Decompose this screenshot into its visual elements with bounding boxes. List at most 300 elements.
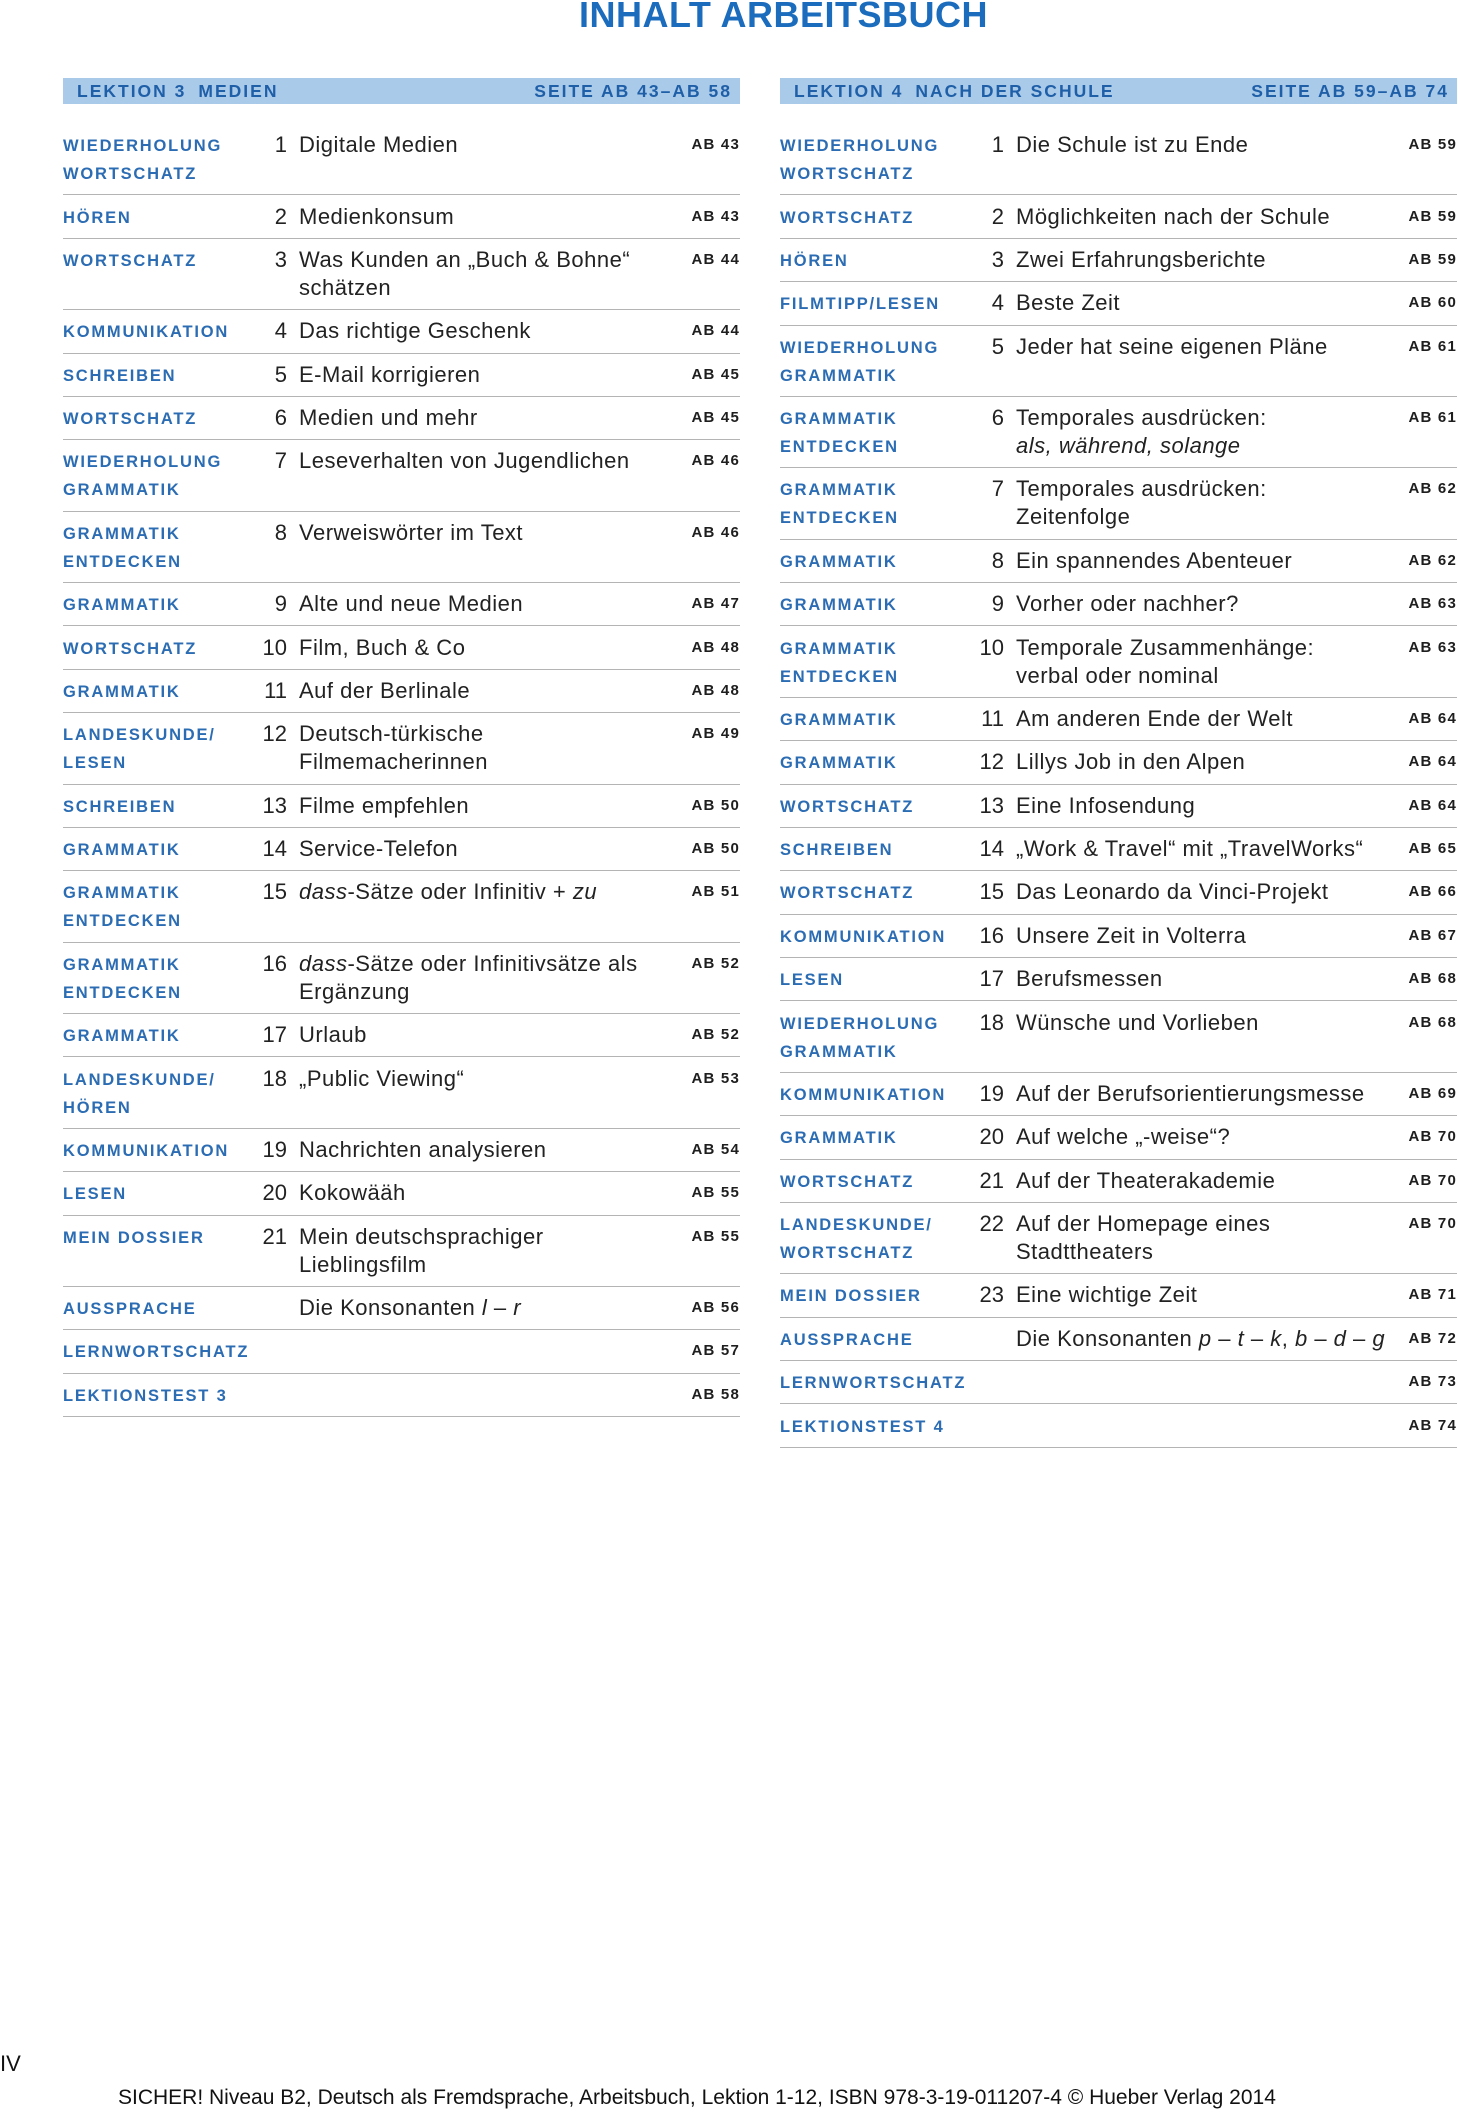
category-label bbox=[780, 333, 954, 389]
page-reference: AB 68 bbox=[1408, 970, 1457, 988]
toc-row bbox=[63, 713, 740, 784]
toc-row bbox=[780, 626, 1457, 697]
imprint-footer: SICHER! Niveau B2, Deutsch als Fremdsprache, Arbeitsbuch, Lektion 1-12, ISBN 978-3-19-011207-4 © Hueber Verlag 2014 bbox=[118, 2086, 1276, 2109]
exercise-title bbox=[1016, 1123, 1397, 1151]
category-line: HÖREN bbox=[780, 251, 849, 270]
category-label bbox=[63, 317, 237, 345]
exercise-title bbox=[299, 1337, 680, 1365]
category-line: GRAMMATIK bbox=[780, 639, 898, 658]
lesson-label: LEKTION 4 bbox=[794, 80, 904, 101]
exercise-number: 12 bbox=[262, 721, 287, 747]
exercise-title bbox=[1016, 131, 1397, 187]
title-line: Service-Telefon bbox=[299, 836, 459, 862]
toc-row bbox=[780, 239, 1457, 282]
exercise-title bbox=[299, 1223, 680, 1279]
title-line: Stadttheaters bbox=[1016, 1239, 1154, 1265]
exercise-title bbox=[299, 246, 680, 302]
exercise-title bbox=[299, 1065, 680, 1121]
category-line: WORTSCHATZ bbox=[63, 410, 198, 429]
page-reference: AB 56 bbox=[691, 1299, 740, 1317]
page-reference: AB 50 bbox=[691, 796, 740, 814]
title-text: – bbox=[1307, 1325, 1334, 1351]
title-italic-text: dass bbox=[299, 879, 348, 905]
category-label bbox=[63, 404, 237, 432]
title-text: -Sätze oder Infinitivsätze als bbox=[347, 950, 638, 976]
page-reference: AB 59 bbox=[1408, 250, 1457, 268]
toc-row bbox=[63, 1129, 740, 1172]
category-label bbox=[780, 475, 954, 531]
exercise-title bbox=[299, 792, 680, 820]
exercise-title bbox=[299, 878, 680, 934]
exercise-number: 8 bbox=[274, 519, 287, 545]
page-reference: AB 71 bbox=[1408, 1286, 1457, 1304]
category-line: SCHREIBEN bbox=[63, 797, 177, 816]
category-line: HÖREN bbox=[63, 1098, 132, 1117]
category-label bbox=[63, 1021, 237, 1049]
title-line: Wünsche und Vorlieben bbox=[1016, 1009, 1259, 1035]
category-line: WIEDERHOLUNG bbox=[780, 137, 940, 156]
title-line: Eine wichtige Zeit bbox=[1016, 1282, 1198, 1308]
page-reference: AB 59 bbox=[1408, 207, 1457, 225]
exercise-title bbox=[1016, 1368, 1397, 1396]
toc-row bbox=[780, 828, 1457, 871]
page-reference: AB 46 bbox=[691, 523, 740, 541]
page-reference: AB 53 bbox=[691, 1069, 740, 1087]
exercise-title bbox=[1016, 634, 1397, 690]
category-line: AUSSPRACHE bbox=[63, 1300, 197, 1319]
toc-row bbox=[780, 698, 1457, 741]
exercise-number: 4 bbox=[274, 318, 287, 344]
title-line: Deutsch-türkische bbox=[299, 721, 484, 747]
title-line: Digitale Medien bbox=[299, 132, 459, 158]
category-line: LANDESKUNDE/ bbox=[63, 726, 216, 745]
page-reference: AB 63 bbox=[1408, 595, 1457, 613]
exercise-title bbox=[1016, 203, 1397, 231]
category-line: WIEDERHOLUNG bbox=[63, 137, 223, 156]
category-line: WORTSCHATZ bbox=[780, 884, 915, 903]
exercise-number: 1 bbox=[274, 132, 287, 158]
toc-row bbox=[780, 326, 1457, 397]
toc-row bbox=[780, 1001, 1457, 1072]
toc-row bbox=[780, 1073, 1457, 1116]
category-label bbox=[780, 1167, 954, 1195]
title-line: Auf welche „-weise“? bbox=[1016, 1124, 1231, 1150]
category-line: WORTSCHATZ bbox=[780, 1244, 915, 1263]
category-label bbox=[780, 547, 954, 575]
exercise-title bbox=[1016, 475, 1397, 531]
exercise-number: 6 bbox=[991, 405, 1004, 431]
page-title: INHALT ARBEITSBUCH bbox=[579, 0, 988, 35]
exercise-title bbox=[299, 677, 680, 705]
exercise-title bbox=[1016, 792, 1397, 820]
toc-row bbox=[780, 1361, 1457, 1404]
category-line: ENTDECKEN bbox=[780, 667, 899, 686]
title-line: Medienkonsum bbox=[299, 203, 455, 229]
title-line: Auf der Theaterakademie bbox=[1016, 1167, 1276, 1193]
exercise-title bbox=[299, 131, 680, 187]
lesson-header-bar bbox=[780, 78, 1457, 104]
category-label bbox=[780, 1325, 954, 1353]
toc-row bbox=[63, 1374, 740, 1417]
category-line: SCHREIBEN bbox=[63, 366, 177, 385]
exercise-number: 15 bbox=[262, 879, 287, 905]
toc-row bbox=[63, 626, 740, 669]
exercise-title bbox=[1016, 965, 1397, 993]
toc-row bbox=[63, 310, 740, 353]
category-line: HÖREN bbox=[63, 208, 132, 227]
category-label bbox=[780, 1009, 954, 1065]
title-line: Temporales ausdrücken: bbox=[1016, 405, 1267, 431]
lesson-contents-list bbox=[780, 124, 1457, 1448]
exercise-title bbox=[1016, 1009, 1397, 1065]
title-line: E-Mail korrigieren bbox=[299, 361, 481, 387]
exercise-number: 18 bbox=[262, 1065, 287, 1091]
category-line: LEKTIONSTEST 3 bbox=[63, 1386, 228, 1405]
title-line: Alte und neue Medien bbox=[299, 591, 524, 617]
category-line: LEKTIONSTEST 4 bbox=[780, 1417, 945, 1436]
toc-row bbox=[63, 1057, 740, 1128]
exercise-number bbox=[237, 1381, 287, 1409]
lesson-4-column bbox=[780, 78, 1457, 1448]
toc-row bbox=[780, 397, 1457, 468]
exercise-title bbox=[299, 590, 680, 618]
title-line: Ergänzung bbox=[299, 978, 410, 1004]
category-label bbox=[63, 950, 237, 1006]
exercise-number: 21 bbox=[979, 1167, 1004, 1193]
category-line: WORTSCHATZ bbox=[63, 165, 198, 184]
exercise-title bbox=[299, 950, 680, 1006]
toc-row bbox=[63, 1330, 740, 1373]
title-text: – bbox=[1244, 1325, 1271, 1351]
toc-row bbox=[780, 468, 1457, 539]
exercise-number: 19 bbox=[979, 1080, 1004, 1106]
category-line: GRAMMATIK bbox=[63, 596, 181, 615]
lesson-topic: NACH DER SCHULE bbox=[915, 80, 1115, 101]
title-line: Am anderen Ende der Welt bbox=[1016, 705, 1293, 731]
title-line: Ein spannendes Abenteuer bbox=[1016, 547, 1293, 573]
category-line: WORTSCHATZ bbox=[780, 165, 915, 184]
category-label bbox=[780, 1281, 954, 1309]
page-reference: AB 50 bbox=[691, 840, 740, 858]
category-label bbox=[63, 634, 237, 662]
page-reference: AB 72 bbox=[1408, 1329, 1457, 1347]
category-label bbox=[63, 677, 237, 705]
category-line: GRAMMATIK bbox=[780, 596, 898, 615]
page-reference: AB 70 bbox=[1408, 1128, 1457, 1146]
category-line: LESEN bbox=[780, 971, 845, 990]
category-line: LESEN bbox=[63, 1185, 128, 1204]
page-reference: AB 64 bbox=[1408, 753, 1457, 771]
category-label bbox=[780, 1080, 954, 1108]
category-line: GRAMMATIK bbox=[63, 955, 181, 974]
title-line: Mein deutschsprachiger bbox=[299, 1223, 544, 1249]
exercise-title bbox=[1016, 333, 1397, 389]
title-italic-text: l bbox=[481, 1295, 488, 1321]
title-text: – bbox=[1346, 1325, 1373, 1351]
page-reference: AB 73 bbox=[1408, 1373, 1457, 1391]
category-label bbox=[780, 590, 954, 618]
toc-row bbox=[780, 958, 1457, 1001]
title-line: Verweiswörter im Text bbox=[299, 519, 524, 545]
exercise-number: 10 bbox=[262, 634, 287, 660]
category-label bbox=[780, 835, 954, 863]
category-label bbox=[63, 519, 237, 575]
exercise-title bbox=[299, 404, 680, 432]
exercise-title bbox=[1016, 1080, 1397, 1108]
category-label bbox=[780, 792, 954, 820]
exercise-title bbox=[1016, 547, 1397, 575]
category-line: GRAMMATIK bbox=[780, 1129, 898, 1148]
lesson-3-column bbox=[63, 78, 740, 1417]
category-line: MEIN DOSSIER bbox=[780, 1287, 922, 1306]
exercise-number bbox=[954, 1412, 1004, 1440]
toc-row bbox=[63, 670, 740, 713]
category-label bbox=[63, 447, 237, 503]
category-line: GRAMMATIK bbox=[780, 366, 898, 385]
category-line: KOMMUNIKATION bbox=[780, 1085, 947, 1104]
title-text: , bbox=[1281, 1325, 1295, 1351]
page-reference: AB 68 bbox=[1408, 1013, 1457, 1031]
page-reference: AB 49 bbox=[691, 725, 740, 743]
category-label bbox=[780, 246, 954, 274]
toc-row bbox=[63, 512, 740, 583]
exercise-title bbox=[299, 203, 680, 231]
category-line: LANDESKUNDE/ bbox=[63, 1070, 216, 1089]
exercise-title bbox=[1016, 590, 1397, 618]
toc-row bbox=[63, 239, 740, 310]
title-line: Film, Buch & Co bbox=[299, 634, 466, 660]
page-reference: AB 44 bbox=[691, 322, 740, 340]
exercise-number: 8 bbox=[991, 547, 1004, 573]
title-italic-text: als, während, solange bbox=[1016, 433, 1241, 459]
category-label bbox=[63, 1065, 237, 1121]
category-line: GRAMMATIK bbox=[780, 710, 898, 729]
title-line: Eine Infosendung bbox=[1016, 792, 1196, 818]
exercise-title bbox=[1016, 705, 1397, 733]
page-reference: AB 48 bbox=[691, 681, 740, 699]
exercise-number bbox=[954, 1325, 1004, 1353]
exercise-number: 2 bbox=[991, 203, 1004, 229]
page-reference: AB 62 bbox=[1408, 551, 1457, 569]
page-reference: AB 55 bbox=[691, 1184, 740, 1202]
title-line: Temporale Zusammenhänge: bbox=[1016, 634, 1315, 660]
page-reference: AB 67 bbox=[1408, 926, 1457, 944]
title-italic-text: b bbox=[1294, 1325, 1308, 1351]
category-line: WIEDERHOLUNG bbox=[780, 1014, 940, 1033]
title-line: Zeitenfolge bbox=[1016, 504, 1131, 530]
exercise-title bbox=[299, 835, 680, 863]
title-line bbox=[299, 878, 680, 906]
exercise-number: 14 bbox=[979, 836, 1004, 862]
page-reference: AB 70 bbox=[1408, 1171, 1457, 1189]
exercise-title bbox=[1016, 878, 1397, 906]
category-label bbox=[63, 590, 237, 618]
exercise-number: 11 bbox=[264, 677, 287, 703]
category-line: WORTSCHATZ bbox=[780, 1172, 915, 1191]
title-line: „Public Viewing“ bbox=[299, 1065, 465, 1091]
exercise-number: 22 bbox=[979, 1211, 1004, 1237]
category-line: WORTSCHATZ bbox=[63, 251, 198, 270]
category-label bbox=[63, 361, 237, 389]
category-line: AUSSPRACHE bbox=[780, 1330, 914, 1349]
page-reference: AB 47 bbox=[691, 595, 740, 613]
exercise-title bbox=[299, 317, 680, 345]
toc-row bbox=[63, 1014, 740, 1057]
page-reference: AB 61 bbox=[1408, 337, 1457, 355]
category-label bbox=[780, 1368, 967, 1396]
category-line: SCHREIBEN bbox=[780, 841, 894, 860]
exercise-number: 13 bbox=[262, 792, 287, 818]
exercise-number: 9 bbox=[274, 591, 287, 617]
page-reference: AB 60 bbox=[1408, 294, 1457, 312]
category-line: WORTSCHATZ bbox=[780, 208, 915, 227]
title-line: Möglichkeiten nach der Schule bbox=[1016, 203, 1331, 229]
page-reference: AB 48 bbox=[691, 638, 740, 656]
toc-row bbox=[63, 124, 740, 195]
category-line: ENTDECKEN bbox=[780, 438, 899, 457]
toc-row bbox=[780, 1203, 1457, 1274]
page-reference: AB 52 bbox=[691, 954, 740, 972]
lesson-label: LEKTION 3 bbox=[77, 80, 187, 101]
toc-row bbox=[780, 741, 1457, 784]
category-line: GRAMMATIK bbox=[780, 1042, 898, 1061]
category-label bbox=[63, 1179, 237, 1207]
exercise-title bbox=[1016, 922, 1397, 950]
title-line: Das richtige Geschenk bbox=[299, 318, 531, 344]
category-label bbox=[63, 1136, 237, 1164]
page-reference: AB 51 bbox=[691, 883, 740, 901]
category-label bbox=[780, 965, 954, 993]
exercise-title bbox=[299, 1294, 680, 1322]
exercise-number: 17 bbox=[979, 966, 1004, 992]
toc-row bbox=[63, 1172, 740, 1215]
lesson-contents-list bbox=[63, 124, 740, 1417]
page-reference: AB 65 bbox=[1408, 840, 1457, 858]
exercise-title bbox=[1016, 246, 1397, 274]
category-label bbox=[63, 720, 237, 776]
category-line: GRAMMATIK bbox=[780, 481, 898, 500]
toc-row bbox=[63, 785, 740, 828]
toc-row bbox=[780, 785, 1457, 828]
title-line: Das Leonardo da Vinci-Projekt bbox=[1016, 879, 1329, 905]
category-label bbox=[63, 246, 237, 302]
exercise-number: 5 bbox=[991, 333, 1004, 359]
toc-row bbox=[780, 1404, 1457, 1447]
category-line: MEIN DOSSIER bbox=[63, 1228, 205, 1247]
category-line: LERNWORTSCHATZ bbox=[780, 1374, 967, 1393]
exercise-number: 11 bbox=[981, 705, 1004, 731]
exercise-title bbox=[299, 1136, 680, 1164]
category-label bbox=[63, 203, 237, 231]
lesson-header-bar bbox=[63, 78, 740, 104]
page-reference: AB 52 bbox=[691, 1026, 740, 1044]
category-line: KOMMUNIKATION bbox=[780, 927, 947, 946]
toc-row bbox=[780, 124, 1457, 195]
exercise-number: 23 bbox=[979, 1282, 1004, 1308]
page-reference: AB 55 bbox=[691, 1227, 740, 1245]
category-label bbox=[63, 792, 237, 820]
lesson-page-range: SEITE AB 59–AB 74 bbox=[1251, 80, 1449, 101]
category-label bbox=[780, 1210, 954, 1266]
page-reference: AB 63 bbox=[1408, 638, 1457, 656]
category-label bbox=[780, 404, 954, 460]
title-line bbox=[299, 950, 680, 978]
title-text: – bbox=[487, 1295, 514, 1321]
toc-row bbox=[780, 1318, 1457, 1361]
toc-row bbox=[63, 871, 740, 942]
exercise-number: 2 bbox=[274, 203, 287, 229]
exercise-number: 17 bbox=[262, 1022, 287, 1048]
category-line: GRAMMATIK bbox=[63, 524, 181, 543]
exercise-title bbox=[1016, 835, 1397, 863]
page-reference: AB 70 bbox=[1408, 1215, 1457, 1233]
category-line: LESEN bbox=[63, 754, 128, 773]
title-line: Medien und mehr bbox=[299, 405, 478, 431]
title-text: – bbox=[1211, 1325, 1238, 1351]
page-reference: AB 74 bbox=[1408, 1416, 1457, 1434]
title-line: Unsere Zeit in Volterra bbox=[1016, 922, 1247, 948]
category-line: WORTSCHATZ bbox=[63, 639, 198, 658]
category-line: ENTDECKEN bbox=[63, 552, 182, 571]
category-line: ENTDECKEN bbox=[63, 912, 182, 931]
toc-row bbox=[780, 1160, 1457, 1203]
category-label bbox=[780, 705, 954, 733]
toc-row bbox=[780, 583, 1457, 626]
page-reference: AB 45 bbox=[691, 365, 740, 383]
exercise-number bbox=[237, 1294, 287, 1322]
toc-row bbox=[63, 1287, 740, 1330]
exercise-number: 5 bbox=[274, 361, 287, 387]
title-line: Vorher oder nachher? bbox=[1016, 591, 1239, 617]
exercise-number: 9 bbox=[991, 591, 1004, 617]
category-line: ENTDECKEN bbox=[63, 983, 182, 1002]
category-label bbox=[780, 203, 954, 231]
category-label bbox=[63, 835, 237, 863]
exercise-title bbox=[1016, 1281, 1397, 1309]
category-line: GRAMMATIK bbox=[780, 410, 898, 429]
toc-row bbox=[63, 1216, 740, 1287]
exercise-title bbox=[1016, 748, 1397, 776]
title-line: Auf der Homepage eines bbox=[1016, 1211, 1271, 1237]
page-reference: AB 62 bbox=[1408, 480, 1457, 498]
exercise-number: 3 bbox=[274, 246, 287, 272]
category-label bbox=[63, 1337, 250, 1365]
title-line: Urlaub bbox=[299, 1022, 367, 1048]
exercise-title bbox=[299, 634, 680, 662]
title-line: Auf der Berufsorientierungsmesse bbox=[1016, 1080, 1365, 1106]
exercise-title bbox=[299, 361, 680, 389]
page-reference: AB 64 bbox=[1408, 796, 1457, 814]
exercise-title bbox=[1016, 1210, 1397, 1266]
title-line: Lieblingsfilm bbox=[299, 1251, 427, 1277]
category-line: GRAMMATIK bbox=[63, 682, 181, 701]
title-line bbox=[1016, 1325, 1397, 1353]
toc-row bbox=[780, 1116, 1457, 1159]
lesson-page-range: SEITE AB 43–AB 58 bbox=[534, 80, 732, 101]
exercise-title bbox=[299, 720, 680, 776]
exercise-number: 14 bbox=[262, 836, 287, 862]
exercise-number: 18 bbox=[979, 1009, 1004, 1035]
title-line: Leseverhalten von Jugendlichen bbox=[299, 448, 630, 474]
title-italic-text: r bbox=[513, 1295, 522, 1321]
title-italic-text: dass bbox=[299, 950, 348, 976]
toc-row bbox=[780, 915, 1457, 958]
category-line: GRAMMATIK bbox=[780, 754, 898, 773]
page-reference: AB 45 bbox=[691, 409, 740, 427]
exercise-number: 4 bbox=[991, 290, 1004, 316]
exercise-title bbox=[299, 1179, 680, 1207]
exercise-title bbox=[299, 1381, 680, 1409]
